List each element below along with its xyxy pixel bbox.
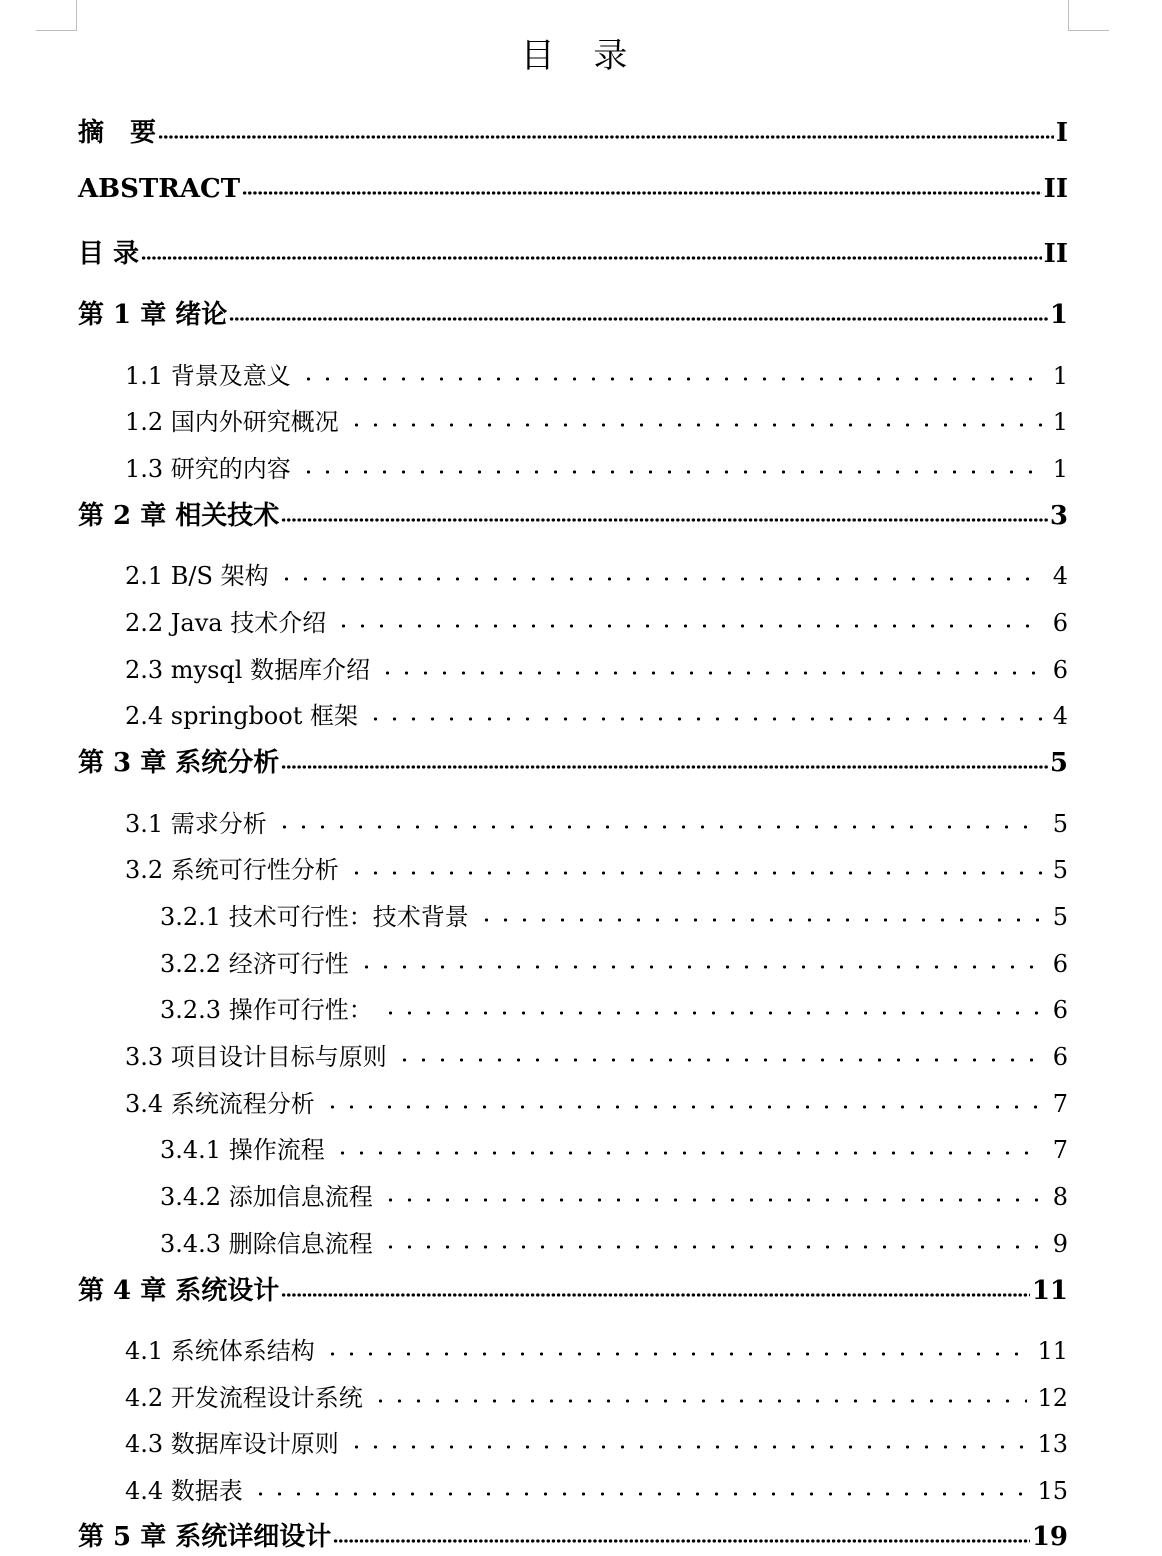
toc-entry-label: 3.4.2 添加信息流程 (160, 1183, 373, 1211)
toc-dot-leader (275, 824, 1043, 830)
toc-entry-label: ABSTRACT (78, 174, 241, 204)
toc-entry-section-3-4-1[interactable] (160, 1130, 1068, 1165)
toc-entry-chapter-2[interactable] (78, 495, 1068, 532)
toc-entry-label: 第 3 章 系统分析 (78, 748, 280, 778)
toc-entry-section-3-2-2[interactable] (160, 944, 1068, 979)
toc-entry-page: 11 (1037, 1337, 1068, 1365)
toc-entry-page: 13 (1037, 1430, 1068, 1458)
toc-entry-label: 4.3 数据库设计原则 (125, 1430, 339, 1458)
toc-entry-chapter-4[interactable] (78, 1270, 1068, 1307)
toc-title: 目 录 (520, 36, 642, 76)
toc-entry-page: 5 (1052, 856, 1068, 884)
toc-entry-page: 5 (1052, 903, 1068, 931)
toc-entry-page: 5 (1049, 748, 1068, 778)
toc-dot-leader (323, 1351, 1028, 1357)
toc-dot-leader (158, 134, 1054, 140)
toc-entry-section-1-3[interactable] (125, 449, 1068, 484)
toc-entry-section-2-4[interactable] (125, 696, 1068, 731)
toc-entry-section-1-2[interactable] (125, 402, 1068, 437)
toc-entry-page: 1 (1052, 455, 1068, 483)
toc-dot-leader (378, 670, 1043, 676)
toc-entry-page: 12 (1037, 1384, 1068, 1412)
toc-dot-leader (371, 1398, 1028, 1404)
toc-dot-leader (395, 1057, 1043, 1063)
toc-entry-label: 摘 要 (78, 118, 157, 148)
toc-entry-label: 4.2 开发流程设计系统 (125, 1384, 363, 1412)
toc-dot-leader (347, 870, 1043, 876)
toc-entry-page: 1 (1052, 362, 1068, 390)
toc-dot-leader (357, 964, 1043, 970)
toc-entry-page: 11 (1031, 1276, 1068, 1306)
toc-entry-page: 19 (1031, 1522, 1068, 1552)
toc-entry-section-3-4-3[interactable] (160, 1224, 1068, 1259)
toc-entry-label: 3.4.3 删除信息流程 (160, 1230, 373, 1258)
toc-entry-section-3-4-2[interactable] (160, 1177, 1068, 1212)
toc-entry-label: 2.2 Java 技术介绍 (125, 609, 327, 637)
toc-dot-leader (281, 764, 1048, 770)
toc-entry-contents[interactable] (78, 233, 1068, 270)
toc-dot-leader (299, 376, 1043, 382)
toc-entry-label: 1.2 国内外研究概况 (125, 408, 339, 436)
toc-dot-leader (277, 576, 1043, 582)
toc-entry-label: 3.2.2 经济可行性 (160, 950, 349, 978)
toc-dot-leader (281, 517, 1048, 523)
toc-entry-label: 3.4.1 操作流程 (160, 1136, 325, 1164)
toc-entry-page: 4 (1052, 562, 1068, 590)
toc-dot-leader (251, 1491, 1028, 1497)
toc-entry-chapter-3[interactable] (78, 742, 1068, 779)
toc-dot-leader (347, 422, 1043, 428)
toc-dot-leader (242, 190, 1042, 196)
toc-dot-leader (366, 716, 1043, 722)
toc-entry-section-1-1[interactable] (125, 356, 1068, 391)
toc-entry-page: II (1043, 174, 1068, 204)
toc-entry-label: 第 2 章 相关技术 (78, 501, 280, 531)
toc-entry-section-4-1[interactable] (125, 1331, 1068, 1366)
toc-entry-chapter-5[interactable] (78, 1516, 1068, 1553)
toc-entry-section-3-1[interactable] (125, 804, 1068, 839)
toc-dot-leader (381, 1010, 1043, 1016)
toc-entry-page: 15 (1037, 1477, 1068, 1505)
toc-dot-leader (299, 469, 1043, 475)
toc-dot-leader (477, 917, 1043, 923)
toc-dot-leader (381, 1197, 1043, 1203)
toc-entry-label: 1.1 背景及意义 (125, 362, 291, 390)
toc-entry-label: 3.1 需求分析 (125, 810, 267, 838)
toc-entry-page: 6 (1052, 609, 1068, 637)
toc-dot-leader (334, 623, 1042, 629)
toc-dot-leader (381, 1244, 1043, 1250)
toc-entry-label: 2.1 B/S 架构 (125, 562, 269, 590)
toc-entry-page: 9 (1052, 1230, 1068, 1258)
toc-entry-chapter-1[interactable] (78, 294, 1068, 331)
toc-entry-label: 第 5 章 系统详细设计 (78, 1522, 332, 1552)
toc-entry-page: 6 (1052, 996, 1068, 1024)
toc-entry-section-3-4[interactable] (125, 1084, 1068, 1119)
toc-entry-label: 2.4 springboot 框架 (125, 702, 358, 730)
toc-entry-page: 1 (1049, 300, 1068, 330)
toc-entry-section-3-2-3[interactable] (160, 990, 1068, 1025)
toc-entry-section-3-3[interactable] (125, 1037, 1068, 1072)
toc-entry-page: 5 (1052, 810, 1068, 838)
toc-entry-label: 第 4 章 系统设计 (78, 1276, 280, 1306)
toc-entry-section-4-4[interactable] (125, 1471, 1068, 1506)
toc-entry-label: 目 录 (78, 239, 140, 269)
toc-dot-leader (333, 1150, 1043, 1156)
toc-entry-page: II (1043, 239, 1068, 269)
toc-entry-page: I (1055, 118, 1068, 148)
toc-dot-leader (141, 255, 1042, 261)
toc-entry-section-2-2[interactable] (125, 603, 1068, 638)
toc-entry-label: 3.3 项目设计目标与原则 (125, 1043, 387, 1071)
toc-entry-label: 4.1 系统体系结构 (125, 1337, 315, 1365)
toc-entry-label: 3.2.3 操作可行性： (160, 996, 373, 1024)
toc-entry-page: 6 (1052, 950, 1068, 978)
toc-entry-label: 3.2 系统可行性分析 (125, 856, 339, 884)
toc-entry-page: 7 (1052, 1136, 1068, 1164)
toc-entry-section-2-1[interactable] (125, 556, 1068, 591)
toc-entry-page: 7 (1052, 1090, 1068, 1118)
toc-entry-label: 1.3 研究的内容 (125, 455, 291, 483)
toc-entry-section-2-3[interactable] (125, 650, 1068, 685)
toc-entry-section-4-2[interactable] (125, 1378, 1068, 1413)
toc-dot-leader (281, 1292, 1030, 1298)
page-corner-mark-left (36, 0, 77, 31)
toc-dot-leader (333, 1538, 1030, 1544)
toc-entry-page: 4 (1052, 702, 1068, 730)
toc-entry-label: 3.4 系统流程分析 (125, 1090, 315, 1118)
toc-dot-leader (323, 1104, 1043, 1110)
toc-entry-abstract-en[interactable] (78, 174, 1068, 204)
toc-entry-page: 3 (1049, 501, 1068, 531)
toc-entry-section-3-2[interactable] (125, 850, 1068, 885)
toc-entry-abstract-cn[interactable] (78, 112, 1068, 149)
toc-entry-label: 4.4 数据表 (125, 1477, 243, 1505)
toc-entry-section-4-3[interactable] (125, 1424, 1068, 1459)
toc-entry-page: 8 (1052, 1183, 1068, 1211)
toc-entry-page: 6 (1052, 656, 1068, 684)
toc-entry-page: 6 (1052, 1043, 1068, 1071)
toc-dot-leader (229, 316, 1048, 322)
toc-entry-label: 2.3 mysql 数据库介绍 (125, 656, 371, 684)
toc-entry-section-3-2-1[interactable] (160, 897, 1068, 932)
page-corner-mark-right (1068, 0, 1109, 31)
toc-entry-page: 1 (1052, 408, 1068, 436)
toc-dot-leader (347, 1444, 1028, 1450)
toc-entry-label: 3.2.1 技术可行性：技术背景 (160, 903, 469, 931)
toc-entry-label: 第 1 章 绪论 (78, 300, 228, 330)
